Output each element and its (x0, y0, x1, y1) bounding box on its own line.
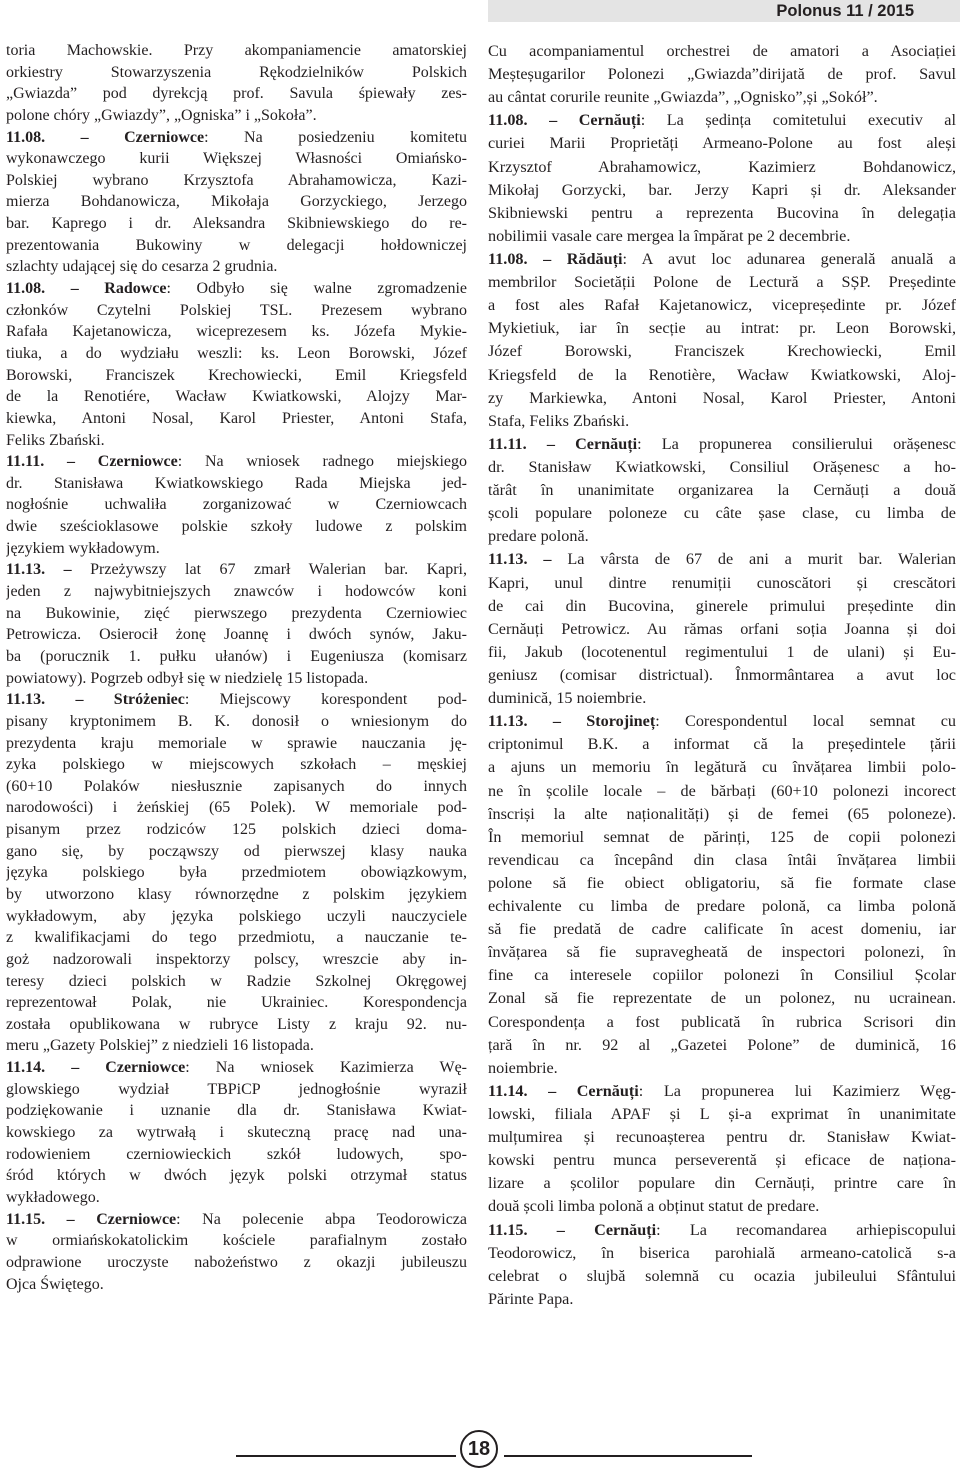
text-line (488, 502, 956, 525)
text-line (6, 256, 467, 278)
entry-date-location: 11.13. – Storojineț (488, 712, 656, 731)
line-text: curiei Marii Proprietăți Armeano-Polone au fost aleși (488, 134, 956, 153)
text-line (6, 1100, 467, 1122)
line-text: podziękowanie i uznanie dla dr. Stanisława Kwiat- (6, 1102, 467, 1120)
line-text: pisanym przez rodziców 125 polskich dzieci doma- (6, 821, 467, 839)
text-line (6, 1014, 467, 1036)
line-text: La vârsta de 67 de ani a murit bar. Walerian (551, 550, 956, 569)
line-text: szlachty udającej się do cesarza 2 grudnia. (6, 258, 278, 276)
text-line (488, 803, 956, 826)
entry-date-location: 11.14. – Cernăuți (488, 1081, 639, 1100)
line-text: śród których w dwóch język polski otrzymał status (6, 1167, 467, 1185)
line-text: : La recomandarea arhiepiscopului (656, 1220, 956, 1239)
text-line (488, 1057, 956, 1080)
line-text: lowski, filiala APAF și L și-a exprimat în unanimitate (488, 1105, 956, 1124)
text-line (488, 479, 956, 502)
line-text: școli populare poloneze cu câte șase clase, cu limba de (488, 504, 956, 523)
text-line (488, 364, 956, 387)
line-text: nobilimii vasale care mergea la împărat pe 2 decembrie. (488, 226, 851, 245)
text-line (488, 872, 956, 895)
text-line (488, 1219, 956, 1242)
entry-date-location: 11.13. – (6, 561, 72, 579)
line-text: : La propunerea consilierului orășenesc (637, 434, 956, 453)
text-line (488, 1265, 956, 1288)
entry-date-location: 11.11. – Cernăuți (488, 434, 638, 453)
text-line (6, 148, 467, 170)
text-line (6, 1187, 467, 1209)
line-text: Meșteșugarilor Polonezi „Gwiazda”dirijată de prof. Savul (488, 65, 956, 84)
text-line (6, 191, 467, 213)
line-text: dr. Stanisława Kwiatkowskiego Rada Miejska jed- (6, 474, 467, 492)
text-line (6, 105, 467, 127)
text-line (6, 797, 467, 819)
line-text: noiembrie. (488, 1058, 558, 1077)
text-line (6, 235, 467, 257)
line-text: fii, Jakub (locotenentul regimentului 1 de ulani) și Eu- (488, 642, 956, 661)
line-text: dr. Stanisław Kwiatkowski, Consiliul Orășenesc a ho- (488, 457, 956, 476)
line-text: Kapri, unul dintre renumiții cunoscători și crescători (488, 573, 956, 592)
line-text: de cai din Bucovina, ginerele primului președinte din (488, 596, 956, 615)
text-line (488, 86, 956, 109)
page-number: 18 (467, 1438, 491, 1460)
line-text: : Corespondentul local semnat cu (655, 712, 956, 731)
text-line (488, 410, 956, 433)
text-line (488, 40, 956, 63)
polish-text-column (6, 40, 467, 1295)
text-line (6, 949, 467, 971)
entry-date-location: 11.15. – Czerniowce (6, 1210, 177, 1228)
page-number-badge (460, 1430, 500, 1470)
text-line (488, 987, 956, 1010)
entry-date-location: 11.08. – Cernăuți (488, 111, 641, 130)
line-text: duminică, 15 noiembrie. (488, 689, 647, 708)
text-line (6, 819, 467, 841)
line-text: echivalente cu limba de predare polonă, ca limba polonă (488, 897, 956, 916)
line-text: : Na posiedzeniu komitetu (204, 128, 467, 146)
text-line (6, 170, 467, 192)
line-text: lizare a școlilor populare din Cernăuți, printre care în (488, 1174, 956, 1193)
entry-date-location: 11.08. – Czerniowce (6, 128, 205, 146)
text-line (6, 494, 467, 516)
line-text: : Miejscowy korespondent pod- (184, 691, 467, 709)
text-line (488, 918, 956, 941)
line-text: tiuka, a do wydziału weszli: ks. Leon Borowski, Józef (6, 344, 467, 362)
text-line (488, 156, 956, 179)
line-text: : Na wniosek radnego miejskiego (177, 453, 467, 471)
text-line (488, 1288, 956, 1311)
entry-date-location: 11.11. – Czerniowce (6, 453, 178, 471)
text-line (6, 971, 467, 993)
line-text: țară în nr. 92 al „Gazetei Polone” de duminică, 16 (488, 1035, 956, 1054)
text-line (488, 1149, 956, 1172)
line-text: două școli limba polonă a obținut statut de predare. (488, 1197, 820, 1216)
text-line (488, 294, 956, 317)
text-line (6, 321, 467, 343)
line-text: de la Renotiére, Wacław Kwiatkowski, Alojzy Mar- (6, 388, 467, 406)
line-text: została opublikowana w rubryce Listy z kraju 92. nu- (6, 1015, 467, 1033)
text-line (488, 1080, 956, 1103)
line-text: wykładowym, aby języka polskiego uczyli nauczyciele (6, 907, 467, 925)
text-line (488, 63, 956, 86)
entry-date-location: 11.08. – Radowce (6, 280, 167, 298)
text-line (488, 132, 956, 155)
line-text: powiatowy). Pogrzeb odbył się w niedzielę 15 listopada. (6, 669, 369, 687)
text-line (6, 1122, 467, 1144)
text-line (488, 849, 956, 872)
text-line (6, 581, 467, 603)
text-line (488, 1103, 956, 1126)
text-line (488, 1242, 956, 1265)
line-text: : La propunerea lui Kazimierz Węg- (638, 1081, 956, 1100)
text-line (6, 646, 467, 668)
line-text: Kriegsfeld de la Renotière, Wacław Kwiatkowski, Aloj- (488, 365, 956, 384)
line-text: Rafała Kajetanowicza, wiceprezesem ks. Józefa Mykie- (6, 323, 467, 341)
line-text: pisany kryptonimem B. K. donosił o wniesionym do (6, 712, 467, 730)
text-line (488, 1034, 956, 1057)
line-text: Skibniewski pentru a reprezenta Bucovina în delegația (488, 203, 956, 222)
text-line (488, 1172, 956, 1195)
text-line (6, 343, 467, 365)
text-line (6, 386, 467, 408)
text-line (6, 1057, 467, 1079)
text-line (6, 516, 467, 538)
line-text: Ojca Świętego. (6, 1275, 104, 1293)
text-line (488, 756, 956, 779)
entry-date-location: 11.13. – Stróżeniec (6, 691, 185, 709)
line-text: Părinte Papa. (488, 1289, 574, 1308)
text-line (6, 603, 467, 625)
text-line (6, 451, 467, 473)
line-text: polone chóry „Gwiazdy”, „Ogniska” i „Sokoła”. (6, 106, 317, 124)
line-text: Teodorowicz, în biserica parohială armeano-catolică s-a (488, 1243, 956, 1262)
text-line (6, 365, 467, 387)
line-text: goż nadzorowali inspektorzy polscy, wreszcie aby in- (6, 950, 467, 968)
line-text: na Bukowinie, zięć pierwszego prezydenta Czerniowiec (6, 604, 467, 622)
text-line (488, 710, 956, 733)
entry-date-location: 11.08. – Rădăuți (488, 249, 623, 268)
line-text: Przeżywszy lat 67 zmarł Walerian bar. Kapri, (71, 561, 467, 579)
line-text: a ajuns un memoriu în legătură cu învățarea limbii polo- (488, 758, 956, 777)
line-text: : Na wniosek Kazimierza Wę- (185, 1059, 467, 1077)
line-text: wykonawczego kurii Większej Własności Omiańsko- (6, 150, 467, 168)
line-text: z kwalifikacjami do tego przedmiotu, a nauczanie te- (6, 929, 467, 947)
line-text: prezentowania Bukowiny w delegacji hołdowniczej (6, 236, 467, 254)
line-text: polone să fie obiect obligatoriu, să fie formate clase (488, 873, 956, 892)
text-line (488, 202, 956, 225)
text-line (488, 525, 956, 548)
line-text: fine ca interesele copiilor polonezi în Consiliul Școlar (488, 966, 956, 985)
line-text: kowski pentru munca perseverentă și eficace de naționa- (488, 1151, 956, 1170)
text-line (488, 433, 956, 456)
line-text: membrilor Societății Polone de Lectură a SȘP. Președinte (488, 273, 956, 292)
line-text: ba (porucznik 1. pułku ułanów) i Eugeniusza (komisarz (6, 647, 467, 665)
text-line (6, 1144, 467, 1166)
text-line (6, 689, 467, 711)
text-line (6, 841, 467, 863)
line-text: au cântat corurile reunite „Gwiazda”, „Ognisko”,și „Sokół”. (488, 88, 878, 107)
text-line (488, 548, 956, 571)
line-text: revendicau ca începând din clasa întâi învățarea limbii (488, 850, 956, 869)
entry-date-location: 11.13. – (488, 550, 552, 569)
text-line (488, 179, 956, 202)
line-text: zy Markiewka, Antoni Nosal, Karol Priester, Antoni (488, 388, 956, 407)
line-text: Stafa, Feliks Zbański. (488, 411, 630, 430)
line-text: Borowski, Franciszek Krechowiecki, Emil Kriegsfeld (6, 366, 467, 384)
text-line (488, 595, 956, 618)
text-line (6, 754, 467, 776)
text-line (6, 1165, 467, 1187)
line-text: członków Czytelni Polskiej TSL. Prezesem wybrano (6, 301, 467, 319)
text-line (6, 927, 467, 949)
line-text: teresy dzieci polskich w Radzie Szkolnej Okręgowej (6, 972, 467, 990)
text-line (6, 992, 467, 1014)
line-text: : Odbyło się walne zgromadzenie (166, 280, 467, 298)
line-text: dwie sześcioklasowe polskie szkoły ludowe z polskim (6, 518, 467, 536)
line-text: rodowieniem czerniowieckich szkół ludowych, spo- (6, 1145, 467, 1163)
text-line (6, 62, 467, 84)
line-text: înscriși la alte naționalități) și de femei (65 poloneze). (488, 804, 956, 823)
text-line (488, 1011, 956, 1034)
line-text: nogłośnie uchwaliła zorganizować w Czerniowcach (6, 496, 467, 514)
line-text: : La ședința comitetului executiv al (640, 111, 956, 130)
text-line (488, 1195, 956, 1218)
line-text: prezydenta kraju memoriale w sprawie nauczania ję- (6, 734, 467, 752)
text-line (488, 826, 956, 849)
line-text: kowskiego za wytrwałą i skuteczną pracę nad una- (6, 1124, 467, 1142)
text-line (6, 83, 467, 105)
line-text: Corespondența a fost publicată în rubrica Scrisori din (488, 1012, 956, 1031)
footer-rule-right (504, 1455, 752, 1457)
line-text: să fie predată de cadre calificate în acest domeniu, iar (488, 920, 956, 939)
line-text: glowskiego wydział TBPiCP jednogłośnie wyraził (6, 1080, 467, 1098)
text-line (6, 884, 467, 906)
text-line (6, 1079, 467, 1101)
line-text: (60+10 Polaków niesłusznie zapisanych do innych (6, 777, 467, 795)
text-line (6, 776, 467, 798)
line-text: Józef Borowski, Franciszek Krechowiecki, Emil (488, 342, 956, 361)
line-text: bar. Kaprego i dr. Aleksandra Skibniewskiego do re- (6, 215, 467, 233)
line-text: gano się, by począwszy od pierwszej klasy nauka (6, 842, 467, 860)
line-text: a fost ales Rafał Kajetanowicz, vicepreședinte pr. Józef (488, 296, 956, 315)
text-line (488, 456, 956, 479)
line-text: În memoriul semnat de părinți, 125 de copii polonezi (488, 827, 956, 846)
text-line (6, 538, 467, 560)
line-text: mulțumirea și recunoașterea pentru dr. Stanisław Kwiat- (488, 1128, 956, 1147)
footer-rule-left (236, 1455, 456, 1457)
line-text: celebrat o slujbă solemnă cu ocazia jubileului Sfântului (488, 1266, 956, 1285)
text-line (6, 473, 467, 495)
text-line (488, 225, 956, 248)
text-line (488, 572, 956, 595)
line-text: mierza Bohdanowicza, Mikołaja Gorzyckiego, Jerzego (6, 193, 467, 211)
line-text: Polskiej wybrano Krzysztofa Abrahamowicza, Kazi- (6, 171, 467, 189)
text-line (6, 1230, 467, 1252)
line-text: językiem wykładowym. (6, 539, 160, 557)
line-text: odprawione uroczyste nabożeństwo z okazji jubileuszu (6, 1253, 467, 1271)
text-line (488, 109, 956, 132)
text-line (488, 895, 956, 918)
text-line (6, 213, 467, 235)
text-line (488, 687, 956, 710)
line-text: Mykietiuk, iar în secție au intrat: pr. Leon Borowski, (488, 319, 956, 338)
text-line (6, 300, 467, 322)
text-line (488, 964, 956, 987)
text-line (6, 1209, 467, 1231)
line-text: Cu acompaniamentul orchestrei de amatori a Asociației (488, 42, 956, 60)
text-line (488, 317, 956, 340)
journal-title: Polonus 11 / 2015 (776, 2, 914, 20)
text-line (6, 127, 467, 149)
line-text: Petrowicza. Osierocił żonę Joannę i dwóch synów, Jaku- (6, 626, 467, 644)
line-text: criptonimul B.K. a informat că la președintele țării (488, 735, 956, 754)
text-line (6, 40, 467, 62)
line-text: tărât în unanimitate organizarea la Cernăuți a două (488, 481, 956, 500)
line-text: Mikołaj Gorzycki, bar. Jerzy Kapri și dr. Aleksander (488, 180, 956, 199)
line-text: kiewka, Antoni Nosal, Karol Priester, Antoni Stafa, (6, 409, 467, 427)
line-text: wykładowego. (6, 1188, 100, 1206)
text-line (6, 906, 467, 928)
text-line (6, 1035, 467, 1057)
text-line (6, 430, 467, 452)
line-text: Feliks Zbański. (6, 431, 105, 449)
line-text: geniusz (comisar districtual). Înmormântarea a avut loc (488, 665, 956, 684)
text-line (488, 664, 956, 687)
text-line (488, 733, 956, 756)
line-text: Krzysztof Abrahamowicz, Kazimierz Bohdanowicz, (488, 157, 956, 176)
text-line (6, 1274, 467, 1296)
line-text: jeden z najwybitniejszych znawców i hodowców koni (6, 583, 467, 601)
romanian-text-column (488, 40, 956, 1311)
line-text: ne în școlile locale – de bărbați (60+10 polonezi incorect (488, 781, 956, 800)
entry-date-location: 11.15. – Cernăuți (488, 1220, 657, 1239)
text-line (488, 941, 956, 964)
text-line (6, 668, 467, 690)
line-text: toria Machowskie. Przy akompaniamencie amatorskiej (6, 42, 467, 59)
text-line (6, 1252, 467, 1274)
line-text: meru „Gazety Polskiej” z niedzieli 16 listopada. (6, 1037, 314, 1055)
line-text: reprezentował Polak, nie Ukrainiec. Korespondencja (6, 994, 467, 1012)
line-text: învățarea să fie supravegheată de inspectori polonezi, în (488, 943, 956, 962)
line-text: w ormiańskokatolickim kościele parafialnym zostało (6, 1232, 467, 1250)
line-text: : A avut loc adunarea generală anuală a (622, 249, 956, 268)
line-text: „Gwiazda” pod dyrekcją prof. Savula śpiewały zes- (6, 85, 467, 103)
line-text: zyka polskiego w miejscowych szkołach – męskiej (6, 756, 467, 774)
text-line (488, 248, 956, 271)
line-text: by utworzono klasy równorzędne z polskim językiem (6, 885, 467, 903)
text-line (488, 1126, 956, 1149)
line-text: predare polonă. (488, 527, 589, 546)
line-text: Cernăuți Petrowicz. Au rămas orfani soția Joanna și doi (488, 619, 956, 638)
text-line (6, 408, 467, 430)
page-header (488, 0, 960, 22)
text-line (6, 711, 467, 733)
line-text: : Na polecenie abpa Teodorowicza (176, 1210, 467, 1228)
text-line (488, 387, 956, 410)
line-text: narodowości) i żeńskiej (65 Polek). W memoriale pod- (6, 799, 467, 817)
text-line (488, 780, 956, 803)
text-line (6, 862, 467, 884)
text-line (6, 733, 467, 755)
text-line (6, 624, 467, 646)
text-line (488, 271, 956, 294)
line-text: Zonal să fie reprezentate de un polonez, nu ucrainean. (488, 989, 956, 1008)
line-text: języka polskiego była przedmiotem obowiązkowym, (6, 864, 467, 882)
text-line (6, 559, 467, 581)
text-line (6, 278, 467, 300)
entry-date-location: 11.14. – Czerniowce (6, 1059, 186, 1077)
text-line (488, 340, 956, 363)
text-line (488, 641, 956, 664)
text-line (488, 618, 956, 641)
line-text: orkiestry Stowarzyszenia Rękodzielników Polskich (6, 63, 467, 81)
